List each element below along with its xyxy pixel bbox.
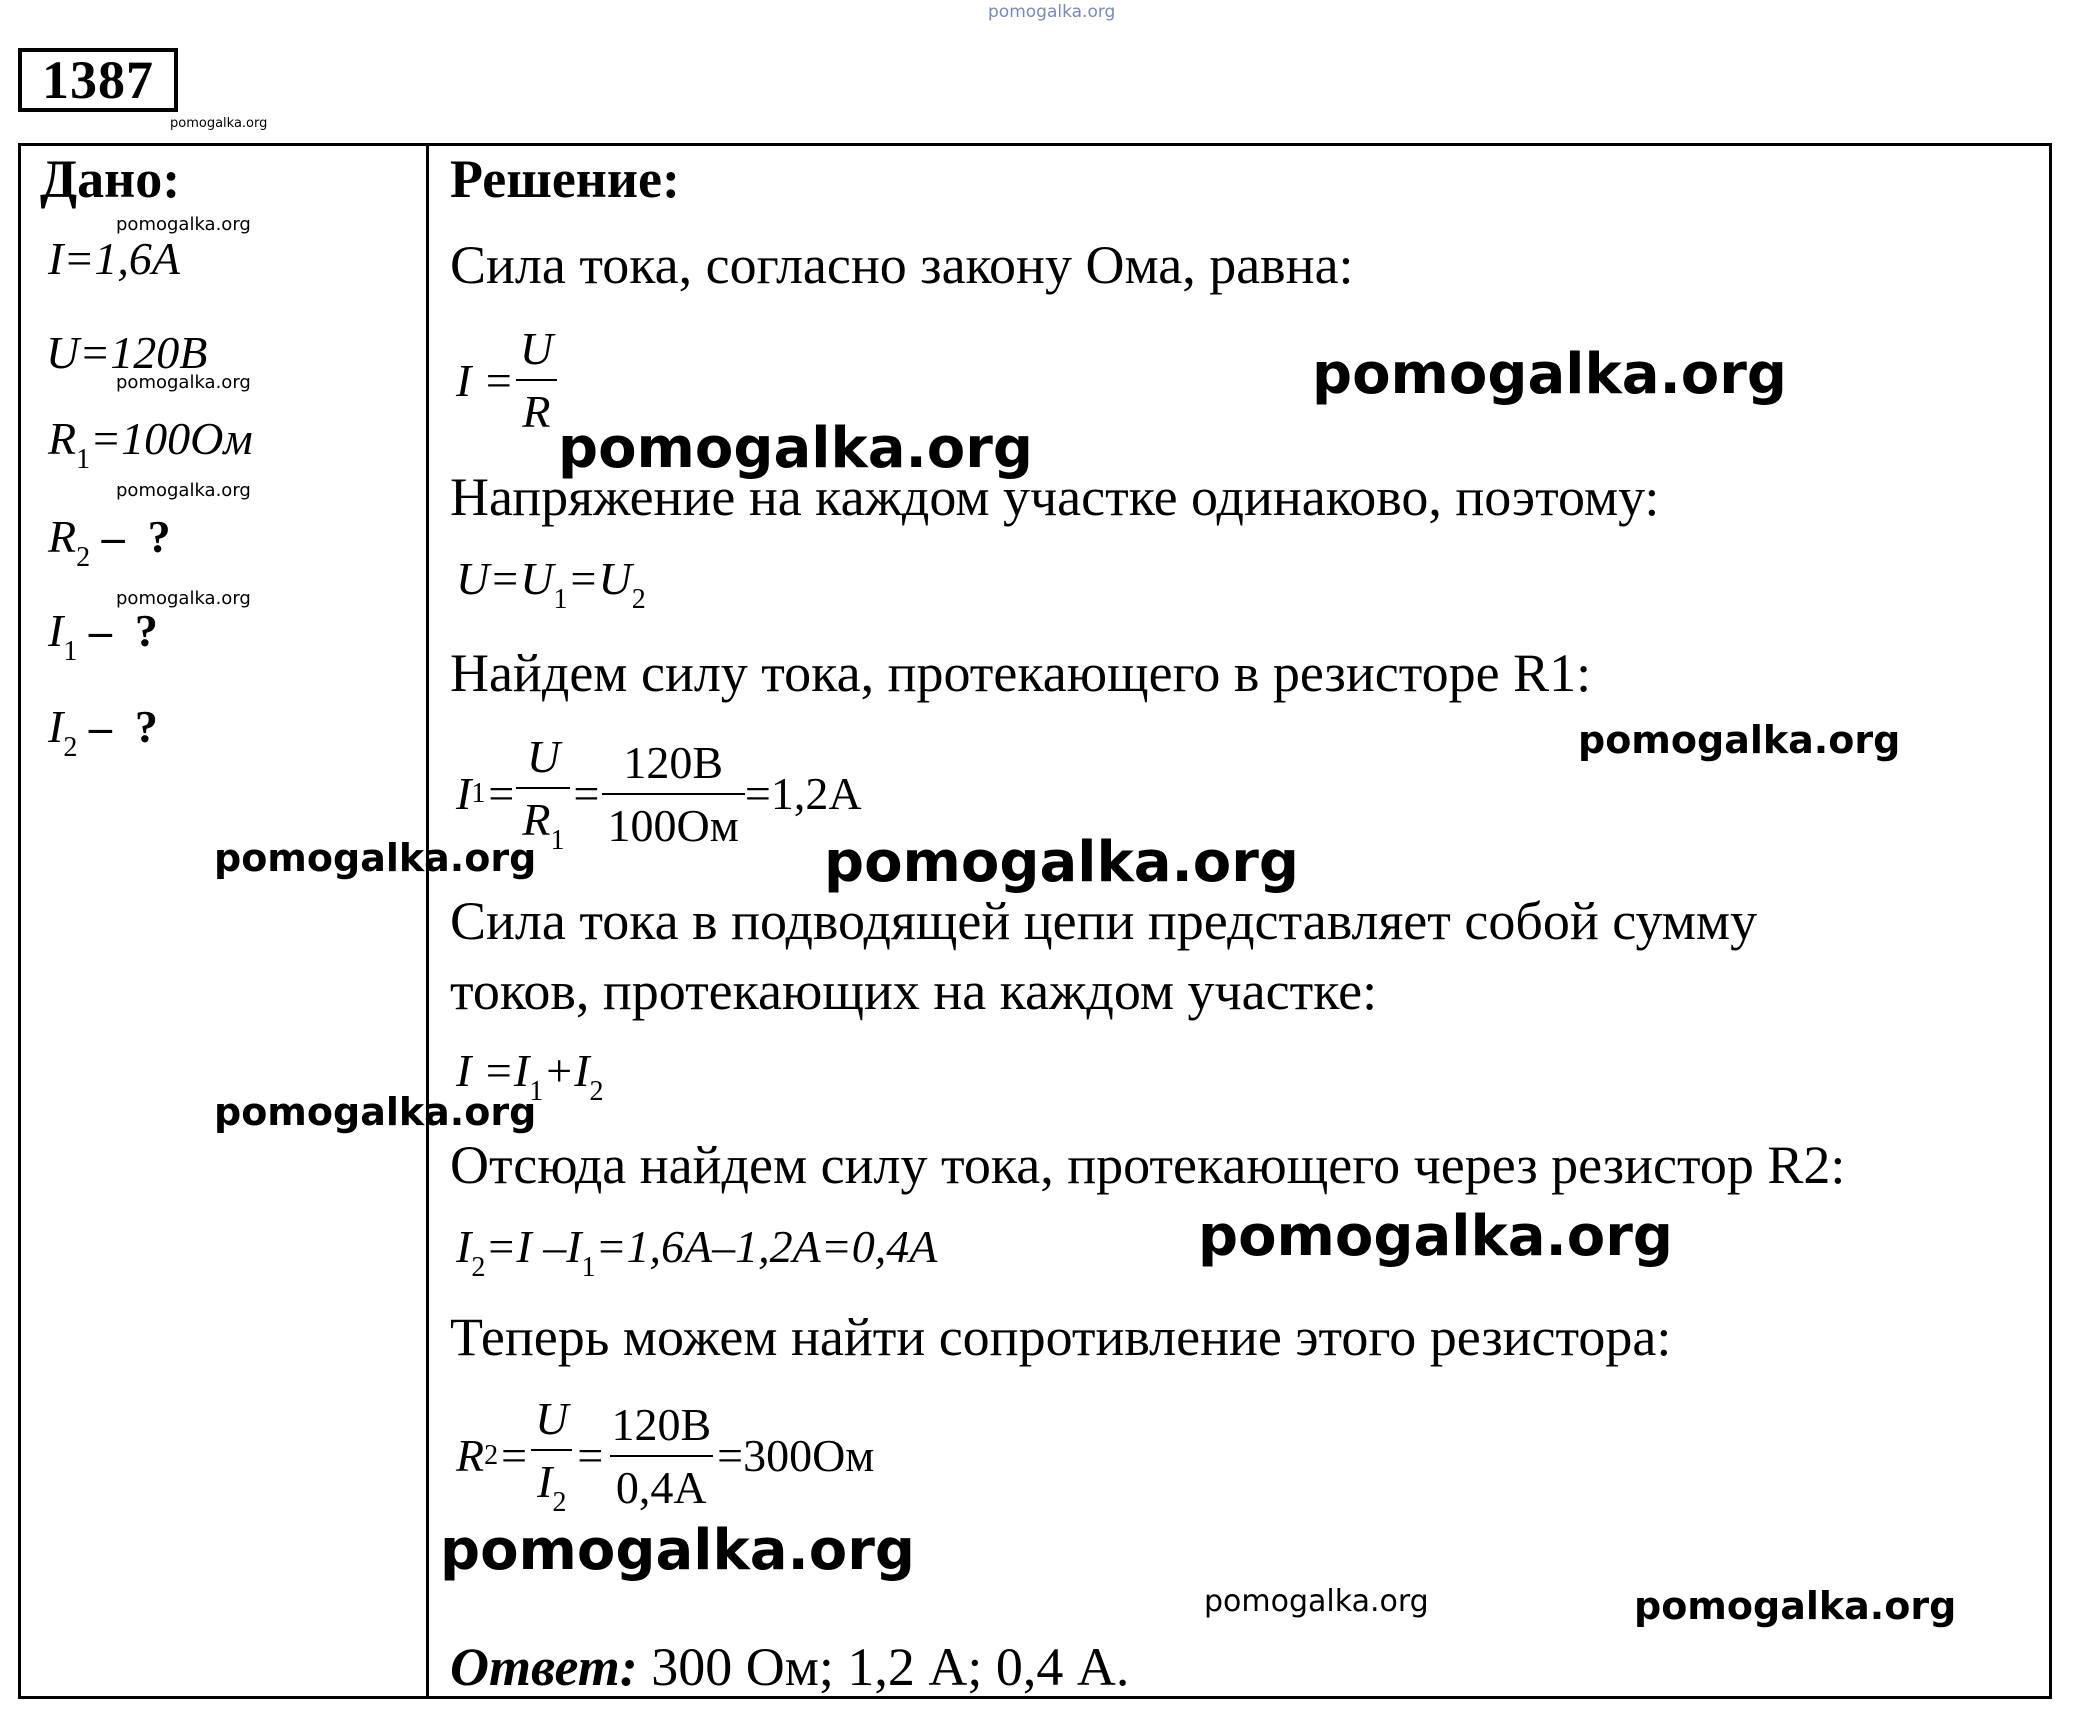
given-unknown-r2: $R_2$ – ?: [48, 511, 171, 573]
watermark: pomogalka.org: [1312, 342, 1787, 407]
watermark: pomogalka.org: [116, 588, 251, 609]
task-number: 1387: [42, 50, 154, 110]
formula-ohm-law: I = $\frac{U}{R}$: [456, 322, 559, 438]
solution-line-4: Сила тока в подводящей цепи представляет собой сумму: [450, 891, 1758, 951]
watermark: pomogalka.org: [824, 830, 1299, 895]
watermark: pomogalka.org: [1634, 1584, 1957, 1628]
solution-line-2: Напряжение на каждом участке одинаково, поэтому:: [450, 467, 1660, 527]
solution-line-5: токов, протекающих на каждом участке:: [450, 961, 1378, 1021]
watermark: pomogalka.org: [1578, 718, 1901, 762]
answer-value: 300 Ом; 1,2 А; 0,4 А.: [637, 1637, 1130, 1697]
given-unknown-i1: $I_1$ – ?: [48, 605, 158, 667]
watermark: pomogalka.org: [1198, 1204, 1673, 1269]
formula-resistance-r2: R 2 = $\frac{U}{I_2}$ = $\frac{120B}{0,4A}$ =300Ом: [456, 1393, 875, 1518]
answer-label: Ответ:: [450, 1637, 638, 1697]
given-heading: Дано:: [40, 149, 181, 209]
formula-current-i1: I 1 = $\frac{U}{R_1}$ = $\frac{120B}{100Ом}$ =1,2A: [456, 731, 862, 856]
watermark: pomogalka.org: [1204, 1584, 1429, 1619]
watermark: pomogalka.org: [116, 214, 251, 235]
formula-current-i2: $I_2=I$ $-I_1=1,6A-1,2A=0,4A$: [456, 1221, 938, 1283]
given-unknown-i2: $I_2$ – ?: [48, 701, 158, 763]
solution-heading: Решение:: [450, 149, 680, 209]
watermark: pomogalka.org: [558, 416, 1033, 481]
solution-line-7: Теперь можем найти сопротивление этого резистора:: [450, 1307, 1672, 1367]
task-number-box: [18, 48, 178, 112]
watermark: pomogalka.org: [214, 836, 537, 880]
watermark: pomogalka.org: [116, 480, 251, 501]
formula-voltage-equal: $U=U_1=U_2$: [456, 553, 646, 615]
task-watermark: pomogalka.org: [170, 116, 268, 131]
solution-line-3: Найдем силу тока, протекающего в резисторе R1:: [450, 643, 1592, 703]
answer-line: [450, 1636, 1129, 1698]
solution-line-1: Сила тока, согласно закону Ома, равна:: [450, 235, 1354, 295]
watermark: pomogalka.org: [440, 1518, 915, 1583]
column-divider: [426, 143, 429, 1699]
watermark: pomogalka.org: [116, 372, 251, 393]
given-current: I=1,6A: [48, 233, 180, 284]
given-resistance-1: $R_1=100Ом$: [48, 413, 253, 475]
formula-current-sum: $I =I_1+I_2$: [456, 1045, 604, 1107]
solution-line-6: Отсюда найдем силу тока, протекающего через резистор R2:: [450, 1135, 1846, 1195]
watermark: pomogalka.org: [214, 1090, 537, 1134]
top-watermark: pomogalka.org: [988, 2, 1116, 22]
given-voltage: U=120B: [46, 327, 208, 378]
